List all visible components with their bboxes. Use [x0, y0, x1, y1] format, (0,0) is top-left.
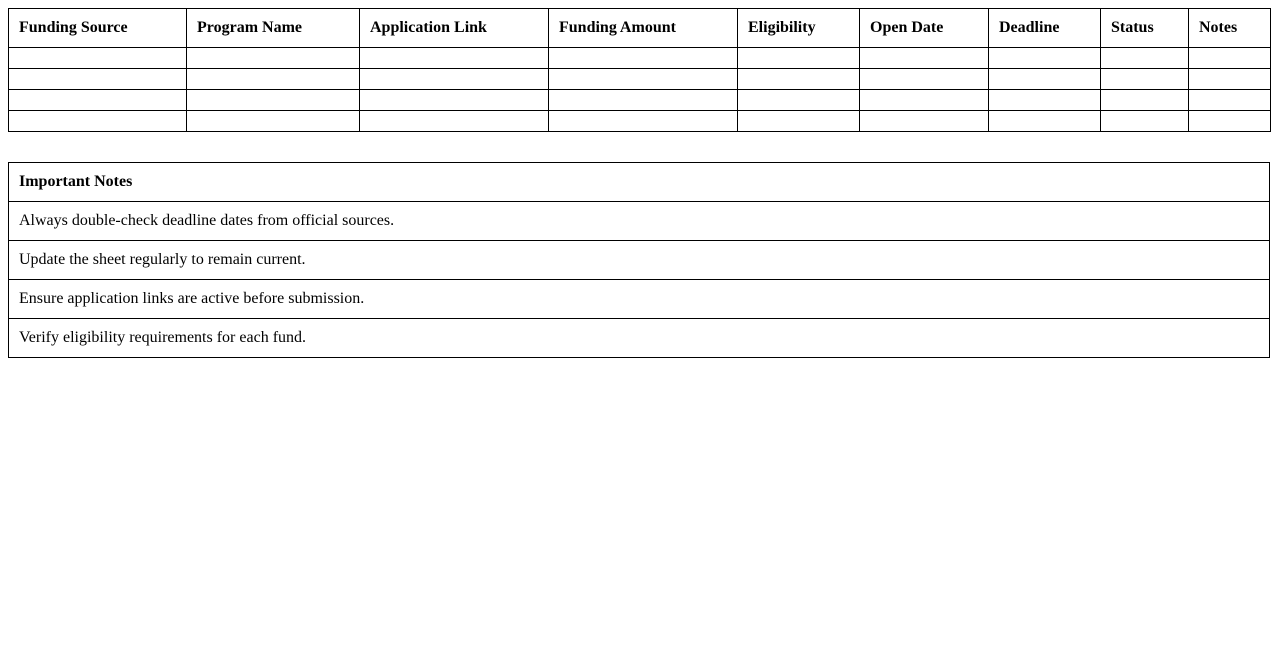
table-cell[interactable] [860, 90, 989, 111]
note-item: Always double-check deadline dates from official sources. [9, 202, 1270, 241]
note-item: Verify eligibility requirements for each fund. [9, 319, 1270, 358]
table-cell[interactable] [9, 69, 187, 90]
table-cell[interactable] [860, 69, 989, 90]
table-cell[interactable] [360, 48, 549, 69]
header-deadline: Deadline [989, 9, 1101, 48]
table-cell[interactable] [1189, 90, 1271, 111]
header-eligibility: Eligibility [738, 9, 860, 48]
table-cell[interactable] [360, 90, 549, 111]
funding-table [8, 8, 1271, 132]
table-cell[interactable] [738, 111, 860, 132]
table-cell[interactable] [989, 48, 1101, 69]
header-funding-source: Funding Source [9, 9, 187, 48]
table-cell[interactable] [360, 111, 549, 132]
important-notes-table [8, 162, 1270, 358]
table-cell[interactable] [1101, 90, 1189, 111]
table-cell[interactable] [1189, 111, 1271, 132]
header-application-link: Application Link [360, 9, 549, 48]
table-cell[interactable] [187, 111, 360, 132]
table-cell[interactable] [738, 90, 860, 111]
table-cell[interactable] [187, 69, 360, 90]
table-cell[interactable] [738, 69, 860, 90]
note-row [9, 319, 1270, 358]
table-cell[interactable] [360, 69, 549, 90]
header-program-name: Program Name [187, 9, 360, 48]
header-notes: Notes [1189, 9, 1271, 48]
table-cell[interactable] [9, 90, 187, 111]
note-row [9, 280, 1270, 319]
table-cell[interactable] [860, 48, 989, 69]
table-row [9, 69, 1271, 90]
table-cell[interactable] [549, 69, 738, 90]
table-row [9, 111, 1271, 132]
note-item: Update the sheet regularly to remain current. [9, 241, 1270, 280]
table-cell[interactable] [9, 111, 187, 132]
table-cell[interactable] [738, 48, 860, 69]
table-row [9, 48, 1271, 69]
table-cell[interactable] [549, 111, 738, 132]
table-row [9, 90, 1271, 111]
funding-table-body [9, 48, 1271, 132]
table-cell[interactable] [989, 111, 1101, 132]
table-cell[interactable] [989, 69, 1101, 90]
header-open-date: Open Date [860, 9, 989, 48]
header-row [9, 9, 1271, 48]
important-notes-title: Important Notes [9, 163, 1270, 202]
table-cell[interactable] [9, 48, 187, 69]
note-row [9, 202, 1270, 241]
header-status: Status [1101, 9, 1189, 48]
table-cell[interactable] [1101, 48, 1189, 69]
notes-header-row [9, 163, 1270, 202]
header-funding-amount: Funding Amount [549, 9, 738, 48]
note-item: Ensure application links are active before submission. [9, 280, 1270, 319]
table-cell[interactable] [989, 90, 1101, 111]
table-cell[interactable] [187, 90, 360, 111]
table-cell[interactable] [1101, 111, 1189, 132]
table-cell[interactable] [1189, 69, 1271, 90]
table-cell[interactable] [860, 111, 989, 132]
table-cell[interactable] [187, 48, 360, 69]
table-cell[interactable] [549, 48, 738, 69]
table-cell[interactable] [1189, 48, 1271, 69]
table-cell[interactable] [1101, 69, 1189, 90]
table-cell[interactable] [549, 90, 738, 111]
note-row [9, 241, 1270, 280]
